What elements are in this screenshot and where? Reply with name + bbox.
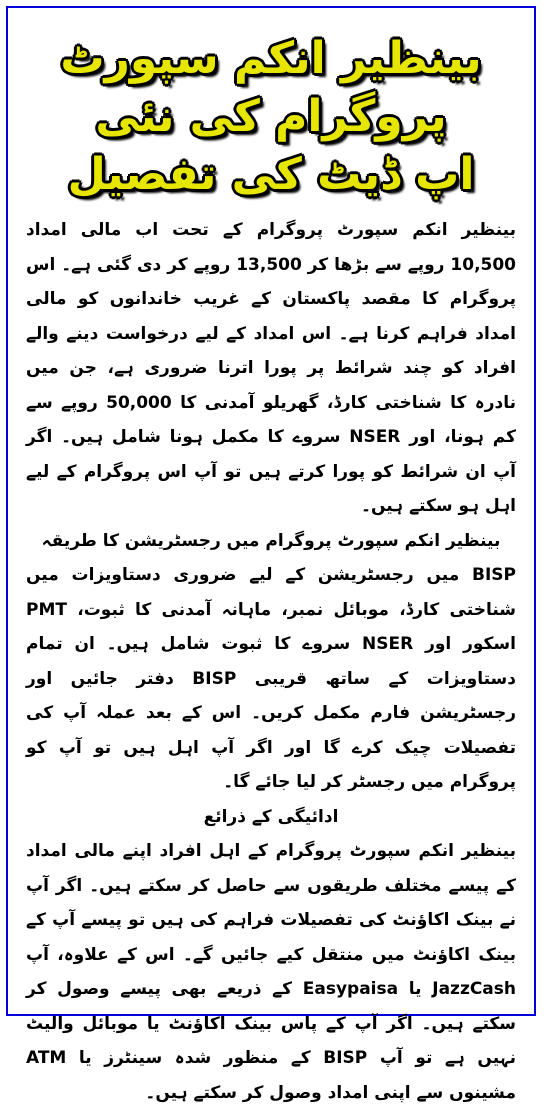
registration-heading: بینظیر انکم سپورٹ پروگرام میں رجسٹریشن کا طریقہ bbox=[41, 530, 501, 551]
payment-paragraph: بینظیر انکم سپورٹ پروگرام کے اہل افراد اپنے مالی امداد کے پیسے مختلف طریقوں سے حاصل کر سکتے ہیں۔ اگر آپ نے بینک اکاؤنٹ کی تفصیلات فراہم کی ہیں تو پیسے آپ کے بینک اکاؤنٹ میں منتقل کیے جائیں گے۔ اس کے علاوہ، آپ JazzCash یا Easypaisa کے ذریعے بھی پیسے وصول کر سکتے ہیں۔ اگر آپ کے پاس بینک اکاؤنٹ یا موبائل والیٹ نہیں ہے تو آپ BISP کے منظور شدہ سینٹرز یا ATM مشینوں سے اپنی امداد وصول کر سکتے ہیں۔ bbox=[26, 841, 517, 1103]
article-body bbox=[26, 213, 516, 1110]
page-border bbox=[6, 6, 536, 1103]
headline-line-1: بینظیر انکم سپورٹ پروگرام کی نئی bbox=[60, 33, 482, 142]
payment-heading: ادائیگی کے ذرائع bbox=[203, 806, 339, 827]
intro-paragraph: بینظیر انکم سپورٹ پروگرام کے تحت اب مالی امداد 10,500 روپے سے بڑھا کر 13,500 روپے کر دی گئی ہے۔ اس پروگرام کا مقصد پاکستان کے غریب خاندانوں کو مالی امداد فراہم کرنا ہے۔ اس امداد کے لیے درخواست دینے والے افراد کو چند شرائط پر پورا اترنا ضروری ہے، جن میں نادرہ کا شناختی کارڈ، گھریلو آمدنی کا 50,000 روپے سے کم ہونا، اور NSER سروے کا مکمل ہونا شامل ہیں۔ اگر آپ ان شرائط کو پورا کرتے ہیں تو آپ اس پروگرام کے لیے اہل ہو سکتے ہیں۔ bbox=[26, 220, 517, 516]
registration-paragraph: BISP میں رجسٹریشن کے لیے ضروری دستاویزات میں شناختی کارڈ، موبائل نمبر، ماہانہ آمدنی کا ثبوت، PMT اسکور اور NSER سروے کا ثبوت شامل ہیں۔ ان تمام دستاویزات کے ساتھ قریبی BISP دفتر جائیں اور رجسٹریشن فارم مکمل کریں۔ اس کے بعد عملہ آپ کی تفصیلات چیک کرے گا اور اگر آپ اہل ہیں تو آپ کو پروگرام میں رجسٹر کر لیا جائے گا۔ bbox=[26, 565, 516, 792]
headline bbox=[8, 30, 534, 204]
headline-line-2: اپ ڈیٹ کی تفصیل bbox=[67, 149, 475, 200]
